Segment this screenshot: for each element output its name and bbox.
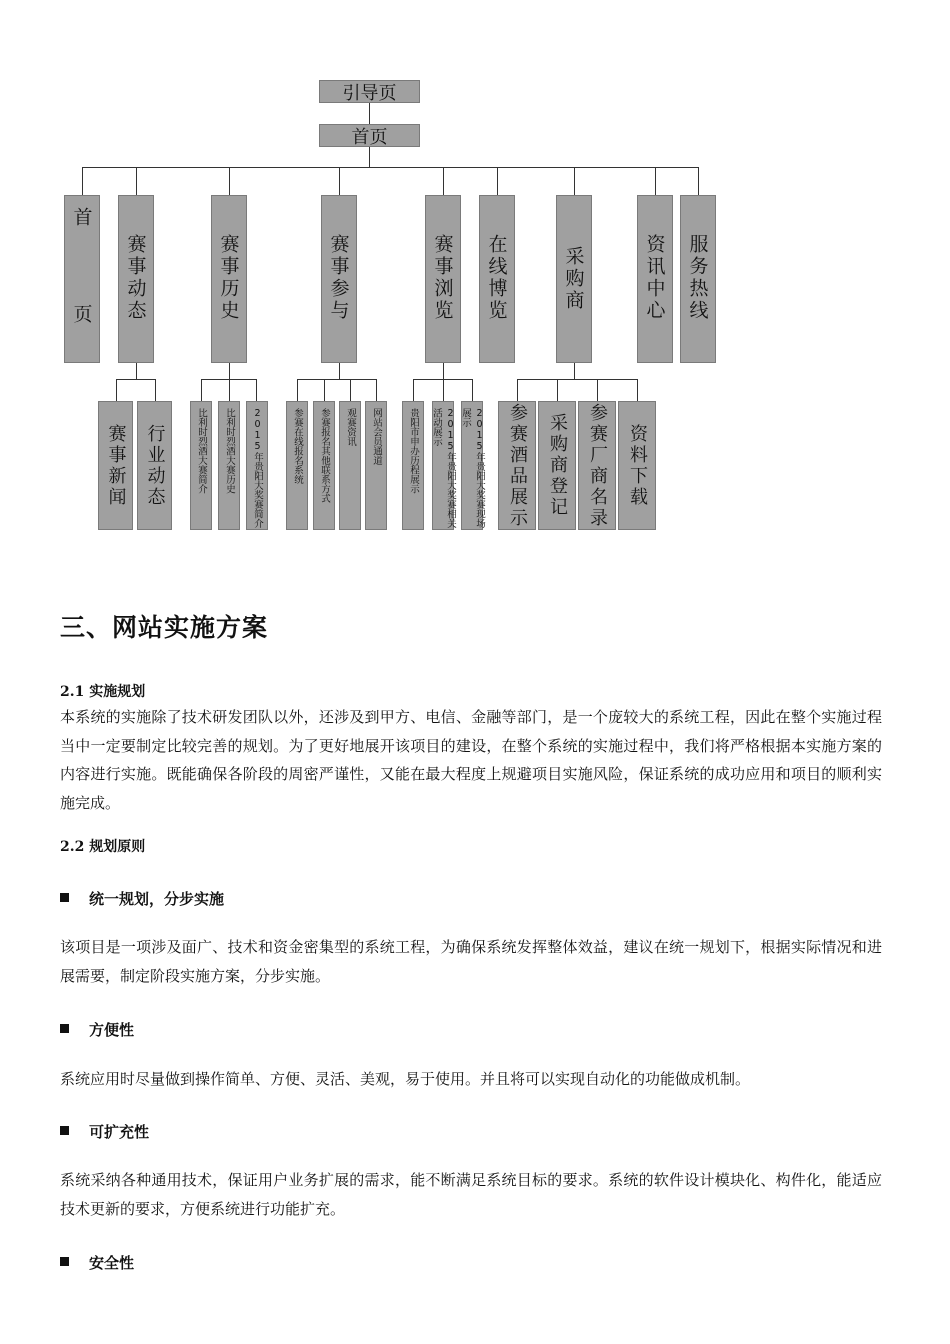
connector-line xyxy=(229,363,230,379)
subsection-title-2-2: 2.2 规划原则 xyxy=(60,839,146,855)
connector-line xyxy=(369,147,370,167)
connector-line xyxy=(297,379,298,401)
node-online-expo: 在线博览 xyxy=(479,195,515,363)
node-exhibitor-list: 参赛厂商名录 xyxy=(578,401,616,530)
subsection-title-2-1: 2.1 实施规划 xyxy=(60,684,146,700)
node-wine-display: 参赛酒品展示 xyxy=(498,401,536,530)
connector-line xyxy=(597,379,598,401)
connector-line xyxy=(472,379,473,401)
node-news-center: 资讯中心 xyxy=(637,195,673,363)
paragraph: 系统应用时尽量做到操作简单、方便、灵活、美观，易于使用。并且将可以实现自动化的功能做成机制。 xyxy=(60,1070,751,1088)
connector-line xyxy=(201,379,202,401)
bullet-square-icon xyxy=(60,1024,69,1033)
node-onsite-display: 2015年贵阳大奖赛现场展示 xyxy=(461,401,483,530)
connector-line xyxy=(376,379,377,401)
connector-line xyxy=(116,379,117,401)
connector-line xyxy=(698,167,699,195)
connector-line xyxy=(497,167,498,195)
node-purchaser-registration: 采购商登记 xyxy=(538,401,576,530)
connector-line xyxy=(82,167,83,195)
node-downloads: 资料下载 xyxy=(618,401,656,530)
site-structure-diagram xyxy=(0,0,950,560)
node-bid-history: 贵阳市申办历程展示 xyxy=(402,401,424,530)
node-home-page: 首页 xyxy=(319,124,420,147)
connector-line xyxy=(557,379,558,401)
node-event-news: 赛事动态 xyxy=(118,195,154,363)
connector-line xyxy=(443,363,444,379)
node-event-browse: 赛事浏览 xyxy=(425,195,461,363)
connector-line xyxy=(350,379,351,401)
node-event-history: 赛事历史 xyxy=(211,195,247,363)
connector-line xyxy=(443,379,444,401)
bullet-square-icon xyxy=(60,1257,69,1266)
connector-line xyxy=(574,167,575,195)
bullet-heading xyxy=(60,888,224,909)
bullet-label: 安全性 xyxy=(89,1254,135,1272)
connector-line xyxy=(256,379,257,401)
node-service-hotline: 服务热线 xyxy=(680,195,716,363)
bullet-label: 方便性 xyxy=(89,1021,135,1039)
node-online-registration: 参赛在线报名系统 xyxy=(286,401,308,530)
node-industry-news: 行业动态 xyxy=(137,401,172,530)
connector-line xyxy=(413,379,414,401)
node-home: 首 页 xyxy=(64,195,100,363)
node-member-portal: 网站会员通道 xyxy=(365,401,387,530)
bullet-label: 可扩充性 xyxy=(89,1123,150,1141)
node-guide-page: 引导页 xyxy=(319,80,420,103)
paragraph-implementation-plan: 本系统的实施除了技术研发团队以外，还涉及到甲方、电信、金融等部门，是一个庞较大的系统工程，因此在整个实施过程当中一定要制定比较完善的规划。为了更好地展开该项目的建设，在整个系统的实施过程中，我们将严格根据本实施方案的内容进行实施。既能确保各阶段的周密严谨性，又能在最大程度上规避项目实施风险，保证系统的成功应用和项目的顺利实施完成。 xyxy=(60,708,882,812)
connector-line xyxy=(655,167,656,195)
node-history-detail: 比利时烈酒大赛历史 xyxy=(218,401,240,530)
connector-line xyxy=(637,379,638,401)
paragraph: 系统采纳各种通用技术，保证用户业务扩展的需求，能不断满足系统目标的要求。系统的软件设计模块化、构件化，能适应技术更新的要求，方便系统进行功能扩充。 xyxy=(60,1171,882,1218)
bullet-label: 统一规划，分步实施 xyxy=(89,890,225,908)
node-purchaser: 采购商 xyxy=(556,195,592,363)
bullet-square-icon xyxy=(60,893,69,902)
connector-line xyxy=(443,167,444,195)
node-guiyang-intro: 2015年贵阳大奖赛简介 xyxy=(246,401,268,530)
connector-line xyxy=(136,167,137,195)
node-event-participation: 赛事参与 xyxy=(321,195,357,363)
section-heading: 三、网站实施方案 xyxy=(60,613,269,642)
paragraph: 该项目是一项涉及面广、技术和资金密集型的系统工程，为确保系统发挥整体效益，建议在统一规划下，根据实际情况和进展需要，制定阶段实施方案，分步实施。 xyxy=(60,938,882,985)
connector-bus xyxy=(297,379,377,380)
bullet-square-icon xyxy=(60,1126,69,1135)
node-related-activities: 2015年贵阳大奖赛相关活动展示 xyxy=(432,401,454,530)
connector-line xyxy=(229,379,230,401)
connector-line xyxy=(339,363,340,379)
connector-line xyxy=(155,379,156,401)
connector-bus xyxy=(116,379,156,380)
connector-line xyxy=(136,363,137,379)
connector-line xyxy=(369,103,370,124)
bullet-heading xyxy=(60,1019,134,1040)
bullet-heading xyxy=(60,1252,134,1273)
connector-line xyxy=(339,167,340,195)
connector-line xyxy=(517,379,518,401)
bullet-heading xyxy=(60,1121,149,1142)
connector-line xyxy=(324,379,325,401)
connector-bus xyxy=(82,167,699,168)
node-event-news-item: 赛事新闻 xyxy=(98,401,133,530)
node-viewing-info: 观赛资讯 xyxy=(339,401,361,530)
connector-line xyxy=(229,167,230,195)
node-history-intro: 比利时烈酒大赛简介 xyxy=(190,401,212,530)
node-other-contact: 参赛报名其他联系方式 xyxy=(313,401,335,530)
connector-line xyxy=(574,363,575,379)
connector-bus xyxy=(517,379,638,380)
